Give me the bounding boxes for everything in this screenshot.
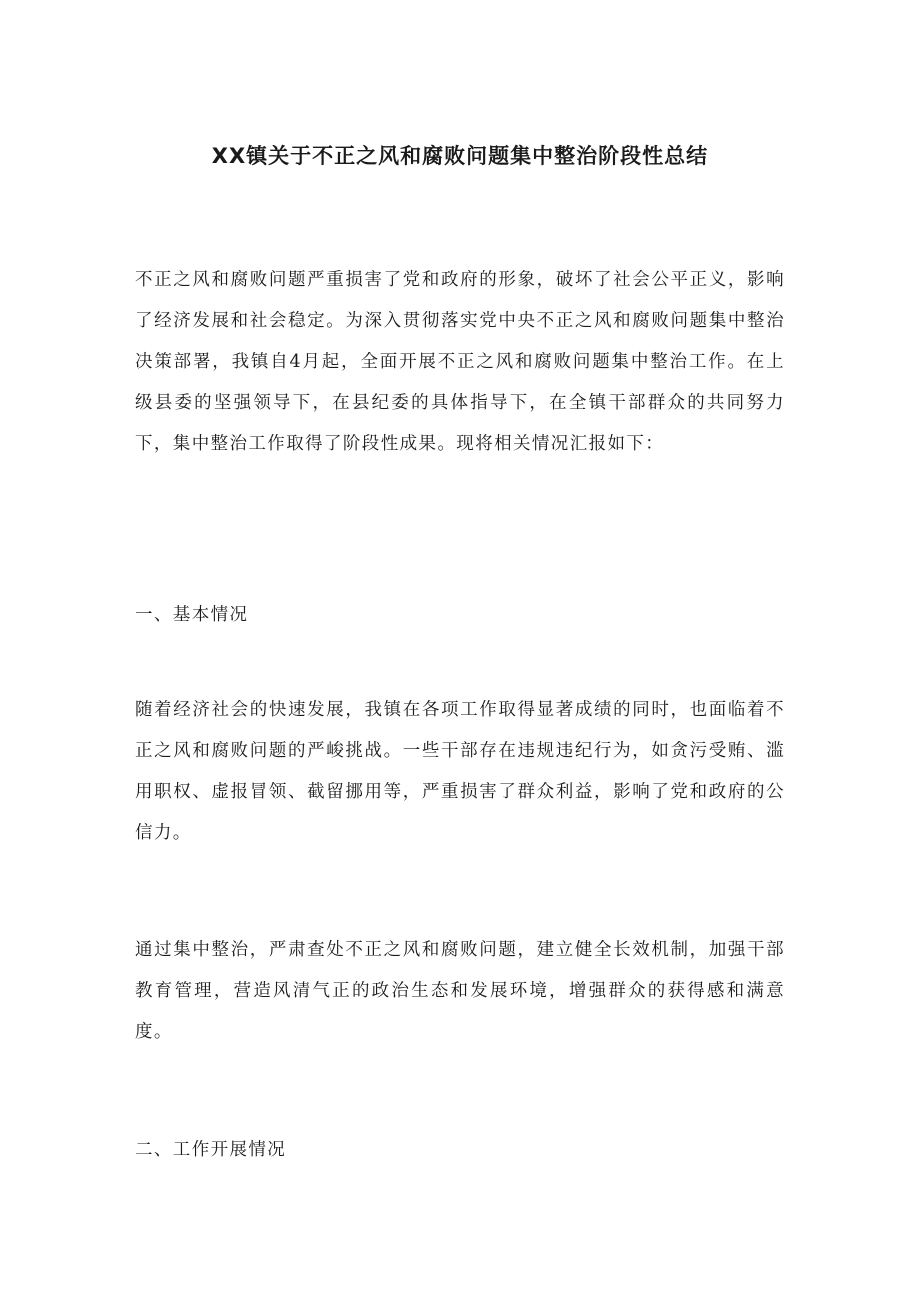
basic-situation-paragraph-1: 随着经济社会的快速发展，我镇在各项工作取得显著成绩的同时，也面临着不正之风和腐败问题的严峻挑战。一些干部存在违规违纪行为，如贪污受贿、滥用职权、虚报冒领、截留挪用等，严重损害了群众利益，影响了党和政府的公信力。 <box>135 700 785 843</box>
section-heading-basic: 一、基本情况 <box>135 605 249 625</box>
intro-paragraph: 不正之风和腐败问题严重损害了党和政府的形象，破坏了社会公平正义，影响了经济发展和社会稳定。为深入贯彻落实党中央不正之风和腐败问题集中整治决策部署，我镇自4月起，全面开展不正之风和腐败问题集中整治工作。在上级县委的坚强领导下，在县纪委的具体指导下，在全镇干部群众的共同努力下，集中整治工作取得了阶段性成果。现将相关情况汇报如下： <box>135 270 785 454</box>
document-title: XX镇关于不正之风和腐败问题集中整治阶段性总结 <box>211 144 709 168</box>
section-heading-work: 二、工作开展情况 <box>135 1140 287 1160</box>
basic-situation-paragraph-2: 通过集中整治，严肃查处不正之风和腐败问题，建立健全长效机制，加强干部教育管理，营造风清气正的政治生态和发展环境，增强群众的获得感和满意度。 <box>135 940 785 1042</box>
